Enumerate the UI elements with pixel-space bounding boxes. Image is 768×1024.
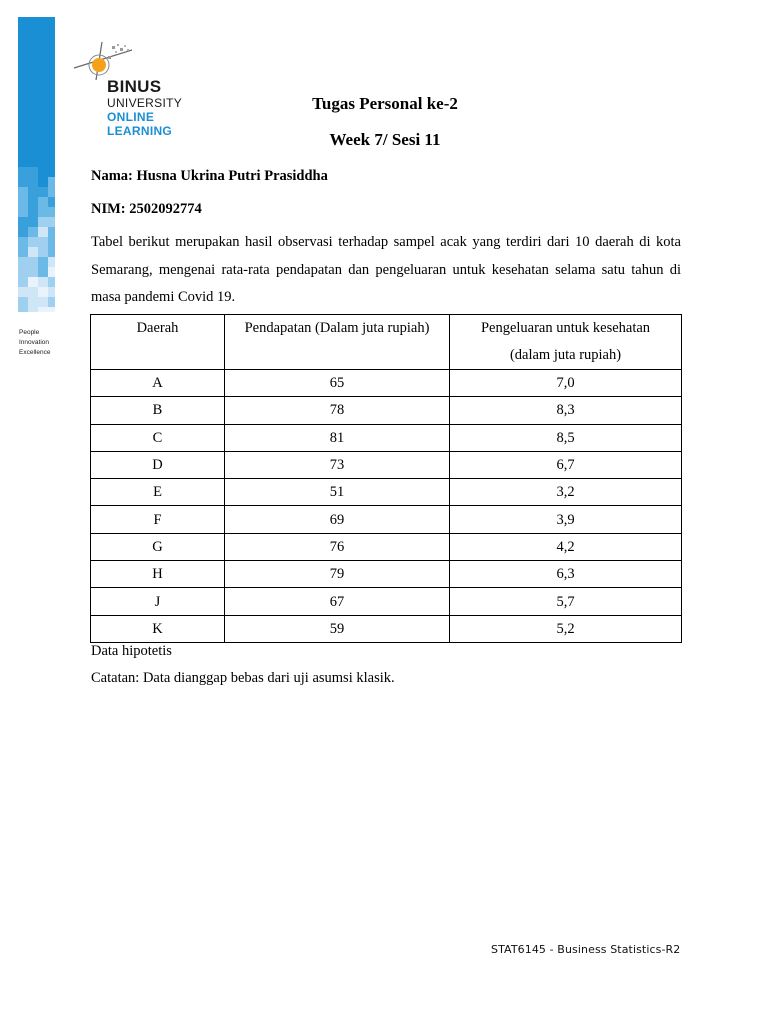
page-footer: STAT6145 - Business Statistics-R2: [491, 943, 681, 956]
tagline-people: People: [19, 329, 40, 336]
table-row: [91, 424, 682, 451]
decorative-side-stripe: [18, 17, 55, 312]
remark-note: Catatan: Data dianggap bebas dari uji asumsi klasik.: [91, 670, 395, 686]
logo-online: ONLINE: [107, 110, 155, 124]
cell-pendapatan: 78: [225, 397, 450, 424]
intro-paragraph: Tabel berikut merupakan hasil observasi terhadap sampel acak yang terdiri dari 10 daerah di kota Semarang, mengenai rata-rata pendapatan dan pengeluaran untuk kesehatan selama satu tahun di masa pandemi Covid 19.: [91, 234, 681, 305]
data-source-note: Data hipotetis: [91, 643, 172, 659]
cell-pendapatan: 69: [225, 506, 450, 533]
cell-pengeluaran: 6,7: [450, 451, 682, 478]
table-row: [91, 561, 682, 588]
cell-pengeluaran: 7,0: [450, 370, 682, 397]
cell-pendapatan: 73: [225, 451, 450, 478]
table-row: [91, 588, 682, 615]
cell-pendapatan: 65: [225, 370, 450, 397]
header-pengeluaran-line1: Pengeluaran untuk kesehatan: [480, 320, 651, 336]
cell-daerah: K: [91, 615, 225, 642]
document-subtitle: Week 7/ Sesi 11: [329, 130, 441, 149]
cell-pendapatan: 81: [225, 424, 450, 451]
cell-daerah: D: [91, 451, 225, 478]
cell-pendapatan: 76: [225, 533, 450, 560]
student-name: Nama: Husna Ukrina Putri Prasiddha: [91, 168, 328, 184]
document-title: Tugas Personal ke-2: [312, 94, 458, 113]
cell-daerah: J: [91, 588, 225, 615]
cell-pengeluaran: 6,3: [450, 561, 682, 588]
cell-daerah: F: [91, 506, 225, 533]
table-row: [91, 397, 682, 424]
data-table: [90, 314, 682, 643]
cell-pengeluaran: 4,2: [450, 533, 682, 560]
cell-daerah: G: [91, 533, 225, 560]
header-daerah: Daerah: [91, 315, 225, 370]
cell-pengeluaran: 8,3: [450, 397, 682, 424]
table-header-row: [91, 315, 682, 370]
cell-pengeluaran: 5,2: [450, 615, 682, 642]
cell-pendapatan: 51: [225, 479, 450, 506]
tagline-excellence: Excellence: [19, 349, 51, 356]
table-row: [91, 479, 682, 506]
cell-pengeluaran: 8,5: [450, 424, 682, 451]
cell-pengeluaran: 5,7: [450, 588, 682, 615]
logo-university: UNIVERSITY: [107, 96, 183, 110]
table-row: [91, 506, 682, 533]
cell-daerah: E: [91, 479, 225, 506]
header-pengeluaran: [450, 315, 682, 370]
cell-daerah: A: [91, 370, 225, 397]
tagline: [19, 328, 50, 358]
cell-pengeluaran: 3,9: [450, 506, 682, 533]
cell-daerah: C: [91, 424, 225, 451]
binus-logo: [72, 38, 192, 143]
header-pengeluaran-line2: (dalam juta rupiah): [509, 347, 622, 363]
tagline-innovation: Innovation: [19, 339, 49, 346]
table-row: [91, 615, 682, 642]
cell-pendapatan: 79: [225, 561, 450, 588]
cell-daerah: B: [91, 397, 225, 424]
cell-pendapatan: 67: [225, 588, 450, 615]
header-pendapatan: Pendapatan (Dalam juta rupiah): [225, 315, 450, 370]
cell-pengeluaran: 3,2: [450, 479, 682, 506]
cell-daerah: H: [91, 561, 225, 588]
logo-binus: BINUS: [107, 77, 162, 96]
logo-learning: LEARNING: [107, 124, 173, 138]
student-nim: NIM: 2502092774: [91, 201, 202, 217]
table-row: [91, 533, 682, 560]
table-row: [91, 370, 682, 397]
table-row: [91, 451, 682, 478]
cell-pendapatan: 59: [225, 615, 450, 642]
